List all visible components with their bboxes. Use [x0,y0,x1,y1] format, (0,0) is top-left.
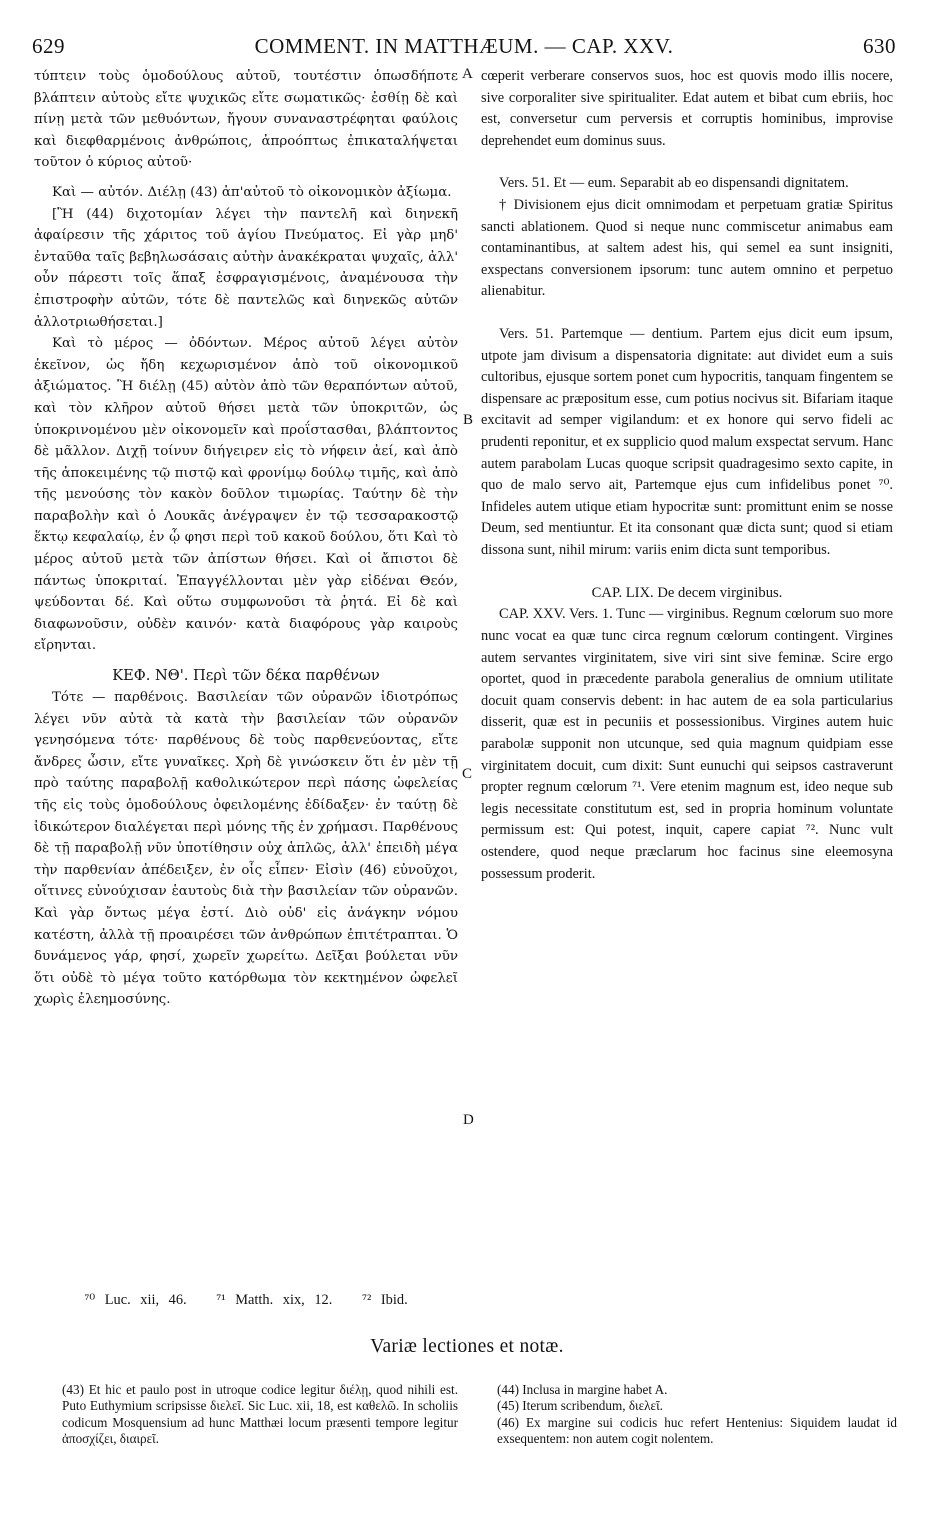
margin-letter-a: A [462,66,473,82]
running-title: COMMENT. IN MATTHÆUM. — CAP. XXV. [254,34,674,58]
note-43: (43) Et hic et paulo post in utroque codice legitur διέλῃ, quod nihili est. Puto Euthymium scripsisse διελεῖ. Sic Luc. xii, 18, est καθελῶ. In scholiis codicum Mosquensium ad hunc Matthæi locum præsenti tempore legitur ἀποσχίζει, διαιρεῖ. [62,1382,458,1447]
margin-letter-b: B [463,412,474,428]
latin-paragraph: Vers. 51. Et — eum. Separabit ab eo dispensandi dignitatem. [499,175,849,192]
greek-paragraph: τύπτειν τοὺς ὁμοδούλους αὐτοῦ, τουτέστιν ὁπωσδήποτε βλάπτειν αὐτοὺς εἴτε ψυχικῶς εἴτε σωματικῶς· ἐσθίῃ δὲ καὶ πίνῃ μετὰ τῶν μεθυόντων, ἤγουν συναναστρέφηται φαύλοις καὶ διεφθαρμένοις ἀνθρώποις, ἀπροόπτως ἐπικαταλήψεται τοῦτον ὁ κύριος αὐτοῦ· [34,69,458,171]
latin-column [481,66,893,885]
latin-paragraph: cœperit verberare conservos suos, hoc est quovis modo illis nocere, sive corporaliter sive spiritualiter. Edat autem et bibat cum ebriis, hoc est, conversetur cum perversis et corruptis hominibus, improvise deprehendet eum dominus suus. [481,68,893,149]
margin-letter-c: C [462,766,473,782]
running-head [32,34,896,64]
greek-chapter-heading: ΚΕΦ. ΝΘ'. Περὶ τῶν δέκα παρθένων [112,667,380,685]
note-46: (46) Ex margine sui codicis huc refert Hentenius: Siquidem laudat id exsequentem: non autem cogit nolentem. [497,1414,897,1447]
footnotes [34,1292,458,1309]
variae-lectiones-heading: Variæ lectiones et notæ. [370,1336,564,1357]
latin-paragraph: † Divisionem ejus dicit omnimodam et perpetuam gratiæ Spiritus sancti ablationem. Quod si neque nunc commiscetur animabus eam contaminantibus, at saltem adest his, qui semel ea sunt insigniti, exspectans conversionem ipsorum: tunc autem omnino et perpetuo alienabitur. [481,196,893,300]
note-44: (44) Inclusa in margine habet A. [497,1382,668,1397]
page-number-left: 629 [32,34,65,58]
greek-paragraph: Τότε — παρθένοις. Βασιλείαν τῶν οὐρανῶν ἰδιοτρόπως λέγει νῦν αὐτὰ τὰ κατὰ τὴν βασιλείαν τῶν οὐρανῶν γενησόμενα τότε· παρθένους δὲ τοὺς παρθενεύοντας, εἴτε ἄνδρες ὦσιν, εἴτε γυναῖκες. Χρὴ δὲ γινώσκειν ὅτι ἐν μὲν τῇ πρὸ ταύτης παραβολῇ καθολικώτερον περὶ πάσης ὠφελείας τῆς εἰς τοὺς ὁμοδούλους ὀφειλομένης ἐδίδαξεν· ἐν ταύτῃ δὲ ἰδικώτερον διαλέγεται περὶ μόνης τῆς ἐν χρήμασι. Παρθένους δὲ τῇ παραβολῇ νῦν ὑποτίθησιν οὐχ ἁπλῶς, ἀλλ' ἐπειδὴ μέγα τὴν παρθενίαν ἀπέδειξεν, ἐν οἷς εἶπεν· Εἰσὶν (46) εὐνοῦχοι, οἵτινες εὐνούχισαν ἑαυτοὺς διὰ τὴν βασιλείαν τῶν οὐρανῶν. Καὶ γὰρ ὄντως μέγα ἐστί. Διὸ οὐδ' εἰς ἀνάγκην νόμου κατέστη, ἀλλὰ τῇ προαιρέσει τῶν ἀνθρώπων ἐπιτέτραπται. Ὁ δυνάμενος γάρ, φησί, χωρεῖν χωρείτω. Δεῖξαι βούλεται νῦν ὅτι οὐδὲ τὸ μέγα τοῦτο κατόρθωμα τὸν κεκτημένον ὠφελεῖ χωρὶς ἐλεημοσύνης. [34,690,458,1008]
latin-paragraph: CAP. XXV. Vers. 1. Tunc — virginibus. Regnum cœlorum suo more nunc vocat ea quæ tunc circa regnum cœlorum contingent. Virgines autem servantes virginitatem, sive viri sint sive feminæ. Scire ergo oportet, quod in præcedente parabola generalius de omnium utilitate docuit quam conservis debent: in hac autem de ea sola particularius disserit, quæ est in pecuniis et possessionibus. Virgines autem huic parabolæ supponit non utcunque, sed quia magnum quidpiam esse virginitatem docuit, cum dixit: Sunt eunuchi qui seipsos castraverunt propter regnum cœlorum ⁷¹. Vere etenim magnum est, ideo neque sub legis necessitate constitutum est, sed in propria hominum voluntate permissum est: Qui potest, inquit, capere capiat ⁷². Nunc vult ostendere, quod neque præclarum hoc facinus sine eleemosyna possessum proderit. [481,606,893,882]
greek-paragraph: Καὶ — αὐτόν. Διέλῃ (43) ἀπ'αὐτοῦ τὸ οἰκονομικὸν ἀξίωμα. [52,184,452,200]
notes-right [497,1382,897,1448]
footnote: ⁷² Ibid. [361,1292,408,1308]
margin-letter-d: D [463,1112,474,1128]
latin-chapter-heading: CAP. LIX. De decem virginibus. [591,585,783,602]
greek-paragraph: [Ἢ (44) διχοτομίαν λέγει τὴν παντελῆ καὶ διηνεκῆ ἀφαίρεσιν τῆς χάριτος τοῦ ἁγίου Πνεύματος. Εἰ γὰρ μηδ' ἐνταῦθα ταῖς βεβηλωσάσαις αὐτὴν ἀνακέκραται ψυχαῖς, ἀλλ' οὖν πάρεστι τοῖς ἅπαξ ἐσφραγισμένοις, ἀναμένουσα τὴν ἐπιστροφὴν αὐτῶν, τότε δὲ παντελῶς καὶ διηνεκῶς αὐτῶν ἀλλοτριωθήσεται.] [34,206,458,330]
note-45: (45) Iterum scribendum, διελεῖ. [497,1398,663,1414]
greek-column [34,66,458,1011]
latin-paragraph: Vers. 51. Partemque — dentium. Partem ejus dicit eum ipsum, utpote jam divisum a dispensatoria dignitate: aut dividet eum a suis cultoribus, ejusque sortem ponet cum hypocritis, tanquam fingentem se dispensare ac præpositum esse, cum potius nocivus sit. Bifariam itaque excitavit ad semper vigilandum: et ex honore qui servo fideli ac prudenti reponitur, et ex supplicio quod malum exspectat servum. Hanc autem parabolam Lucas quoque scripsit quadragesimo sexto capite, in quo de malo servo ait, Partemque ejus cum infidelibus ponet ⁷⁰. Infideles autem utique etiam hypocritæ sunt: promittunt enim se nosse Deum, sed mentiuntur. Et ita consonant quæ dicta sunt; quod si etiam dissona sunt, nihil mirum: variis enim dicta sunt temporibus. [481,325,893,558]
page-number-right: 630 [863,34,896,58]
greek-paragraph: Καὶ τὸ μέρος — ὀδόντων. Μέρος αὐτοῦ λέγει αὐτὸν ἐκεῖνον, ὡς ἤδη κεχωρισμένον ἀπὸ τοῦ οἰκονομικοῦ ἀξιώματος. Ἢ διέλῃ (45) αὐτὸν ἀπὸ τῶν θεραπόντων αὐτοῦ, καὶ τὸν κλῆρον αὐτοῦ θήσει μετὰ τῶν ὑποκριτῶν, ὡς ὑποκρινομένου μὲν οἰκονομεῖν καὶ προΐστασθαι, βλάπτοντος δὲ μᾶλλον. Διχῇ τοίνυν διήγειρεν εἰς τὸ νήφειν ἀεί, καὶ ἀπὸ τῆς ἀποκειμένης τῷ πιστῷ καὶ φρονίμῳ δούλῳ τιμῆς, καὶ ἀπὸ τῆς μενούσης τὸν κακὸν δοῦλον τιμωρίας. Ταύτην δὲ τὴν παραβολὴν καὶ ὁ Λουκᾶς ἀνέγραψεν ἐν τῷ τεσσαρακοστῷ ἕκτῳ κεφαλαίῳ, ἐν ᾧ φησι περὶ τοῦ κακοῦ δούλου, ὅτι Καὶ τὸ μέρος αὐτοῦ μετὰ τῶν ἀπίστων θήσει. Καὶ οἱ ἄπιστοι δὲ πάντως ὑποκριταί. Ἐπαγγέλλονται μὲν γὰρ εἰδέναι Θεόν, ψεύδονται δέ. Καὶ οὕτω συμφωνοῦσι τὰ ῥητά. Εἰ δὲ καὶ διαφωνοῦσιν, οὐδὲν καινόν· κατὰ διαφόρους γὰρ καιροὺς εἴρηνται. [34,336,458,654]
footnote: ⁷¹ Matth. xix, 12. [216,1292,333,1308]
footnote: ⁷⁰ Luc. xii, 46. [84,1292,187,1308]
notes-left [62,1382,458,1448]
